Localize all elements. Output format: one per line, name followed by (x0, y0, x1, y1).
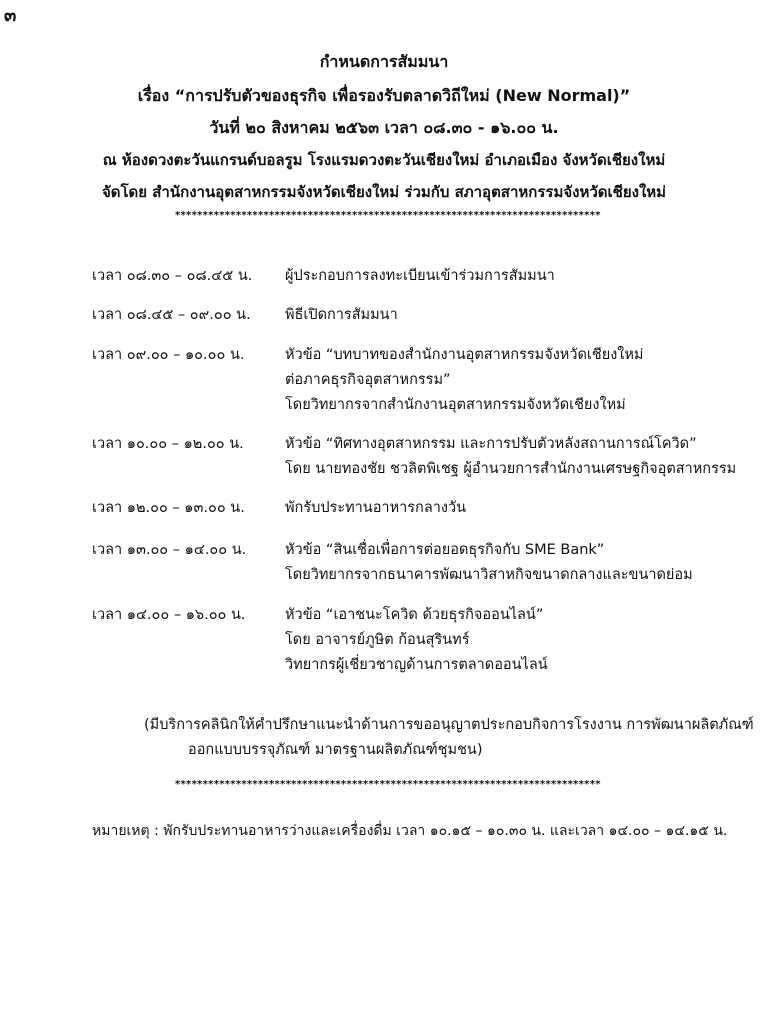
document-title: กำหนดการสัมมนา (319, 52, 449, 71)
schedule-time: เวลา ๐๘.๓๐ – ๐๘.๔๕ น. (92, 268, 253, 284)
clinic-note-line1: (มีบริการคลินิกให้คำปรึกษาแนะนำด้านการขออนุญาตประกอบกิจการโรงงาน การพัฒนาผลิตภัณฑ์ (144, 717, 754, 733)
schedule-description-line: วิทยากรผู้เชี่ยวชาญด้านการตลาดออนไลน์ (285, 657, 548, 673)
clinic-note-line2: ออกแบบบรรจุภัณฑ์ มาตรฐานผลิตภัณฑ์ชุมชน) (188, 742, 483, 758)
seminar-venue: ณ ห้องดวงตะวันแกรนด์บอลรูม โรงแรมดวงตะวันเชียงใหม่ อำเภอเมือง จังหวัดเชียงใหม่ (102, 151, 666, 169)
schedule-description-line: ผู้ประกอบการลงทะเบียนเข้าร่วมการสัมมนา (285, 268, 555, 284)
header-separator: ***************************************************************************** (175, 210, 601, 221)
schedule-description (285, 603, 548, 678)
schedule-time: เวลา ๑๓.๐๐ – ๑๔.๐๐ น. (92, 542, 247, 558)
schedule-description-line: หัวข้อ “สินเชื่อเพื่อการต่อยอดธุรกิจกับ SME Bank” (285, 542, 605, 558)
seminar-organizer: จัดโดย สำนักงานอุตสาหกรรมจังหวัดเชียงใหม่ ร่วมกับ สภาอุตสาหกรรมจังหวัดเชียงใหม่ (101, 183, 667, 201)
schedule-time: เวลา ๑๐.๐๐ – ๑๒.๐๐ น. (92, 436, 244, 452)
schedule-description (285, 496, 466, 521)
schedule-description-line: โดยวิทยากรจากธนาคารพัฒนาวิสาหกิจขนาดกลางและขนาดย่อม (285, 567, 693, 583)
schedule-time: เวลา ๐๙.๐๐ – ๑๐.๐๐ น. (92, 347, 245, 363)
footer-separator: ***************************************************************************** (175, 779, 601, 790)
schedule-time: เวลา ๐๘.๔๕ – ๐๙.๐๐ น. (92, 307, 251, 323)
seminar-date: วันที่ ๒๐ สิงหาคม ๒๕๖๓ เวลา ๐๘.๓๐ - ๑๖.๐๐ น. (209, 118, 559, 137)
seminar-subject: เรื่อง “การปรับตัวของธุรกิจ เพื่อรองรับตลาดวิถีใหม่ (New Normal)” (137, 86, 631, 105)
schedule-time: เวลา ๑๒.๐๐ – ๑๓.๐๐ น. (92, 500, 245, 516)
schedule-description (285, 343, 643, 418)
schedule-description-line: หัวข้อ “ทิศทางอุตสาหกรรม และการปรับตัวหลังสถานการณ์โควิด” (285, 436, 697, 452)
page-number-mark: ๓ (4, 5, 17, 26)
schedule-time: เวลา ๑๔.๐๐ – ๑๖.๐๐ น. (92, 607, 246, 623)
schedule-description (285, 264, 555, 289)
schedule-description-line: หัวข้อ “เอาชนะโควิด ด้วยธุรกิจออนไลน์” (285, 607, 544, 623)
remark: หมายเหตุ : พักรับประทานอาหารว่างและเครื่องดื่ม เวลา ๑๐.๑๕ – ๑๐.๓๐ น. และเวลา ๑๔.๐๐ – ๑๔.๑๕ น. (92, 823, 728, 839)
schedule-description-line: โดยวิทยากรจากสำนักงานอุตสาหกรรมจังหวัดเชียงใหม่ (285, 397, 626, 413)
schedule-description-line: พักรับประทานอาหารกลางวัน (285, 500, 467, 516)
schedule-description-line: โดย นายทองชัย ชวลิตพิเชฐ ผู้อำนวยการสำนักงานเศรษฐกิจอุตสาหกรรม (285, 461, 737, 477)
schedule-description (285, 538, 693, 588)
schedule-description (285, 303, 398, 328)
schedule-description-line: ต่อภาคธุรกิจอุตสาหกรรม” (285, 372, 451, 388)
schedule-description-line: โดย อาจารย์ภูษิต ก้อนสุรินทร์ (285, 632, 470, 648)
schedule-description-line: หัวข้อ “บทบาทของสำนักงานอุตสาหกรรมจังหวัดเชียงใหม่ (285, 347, 644, 363)
schedule-description (285, 432, 736, 482)
schedule-description-line: พิธีเปิดการสัมมนา (285, 307, 398, 323)
